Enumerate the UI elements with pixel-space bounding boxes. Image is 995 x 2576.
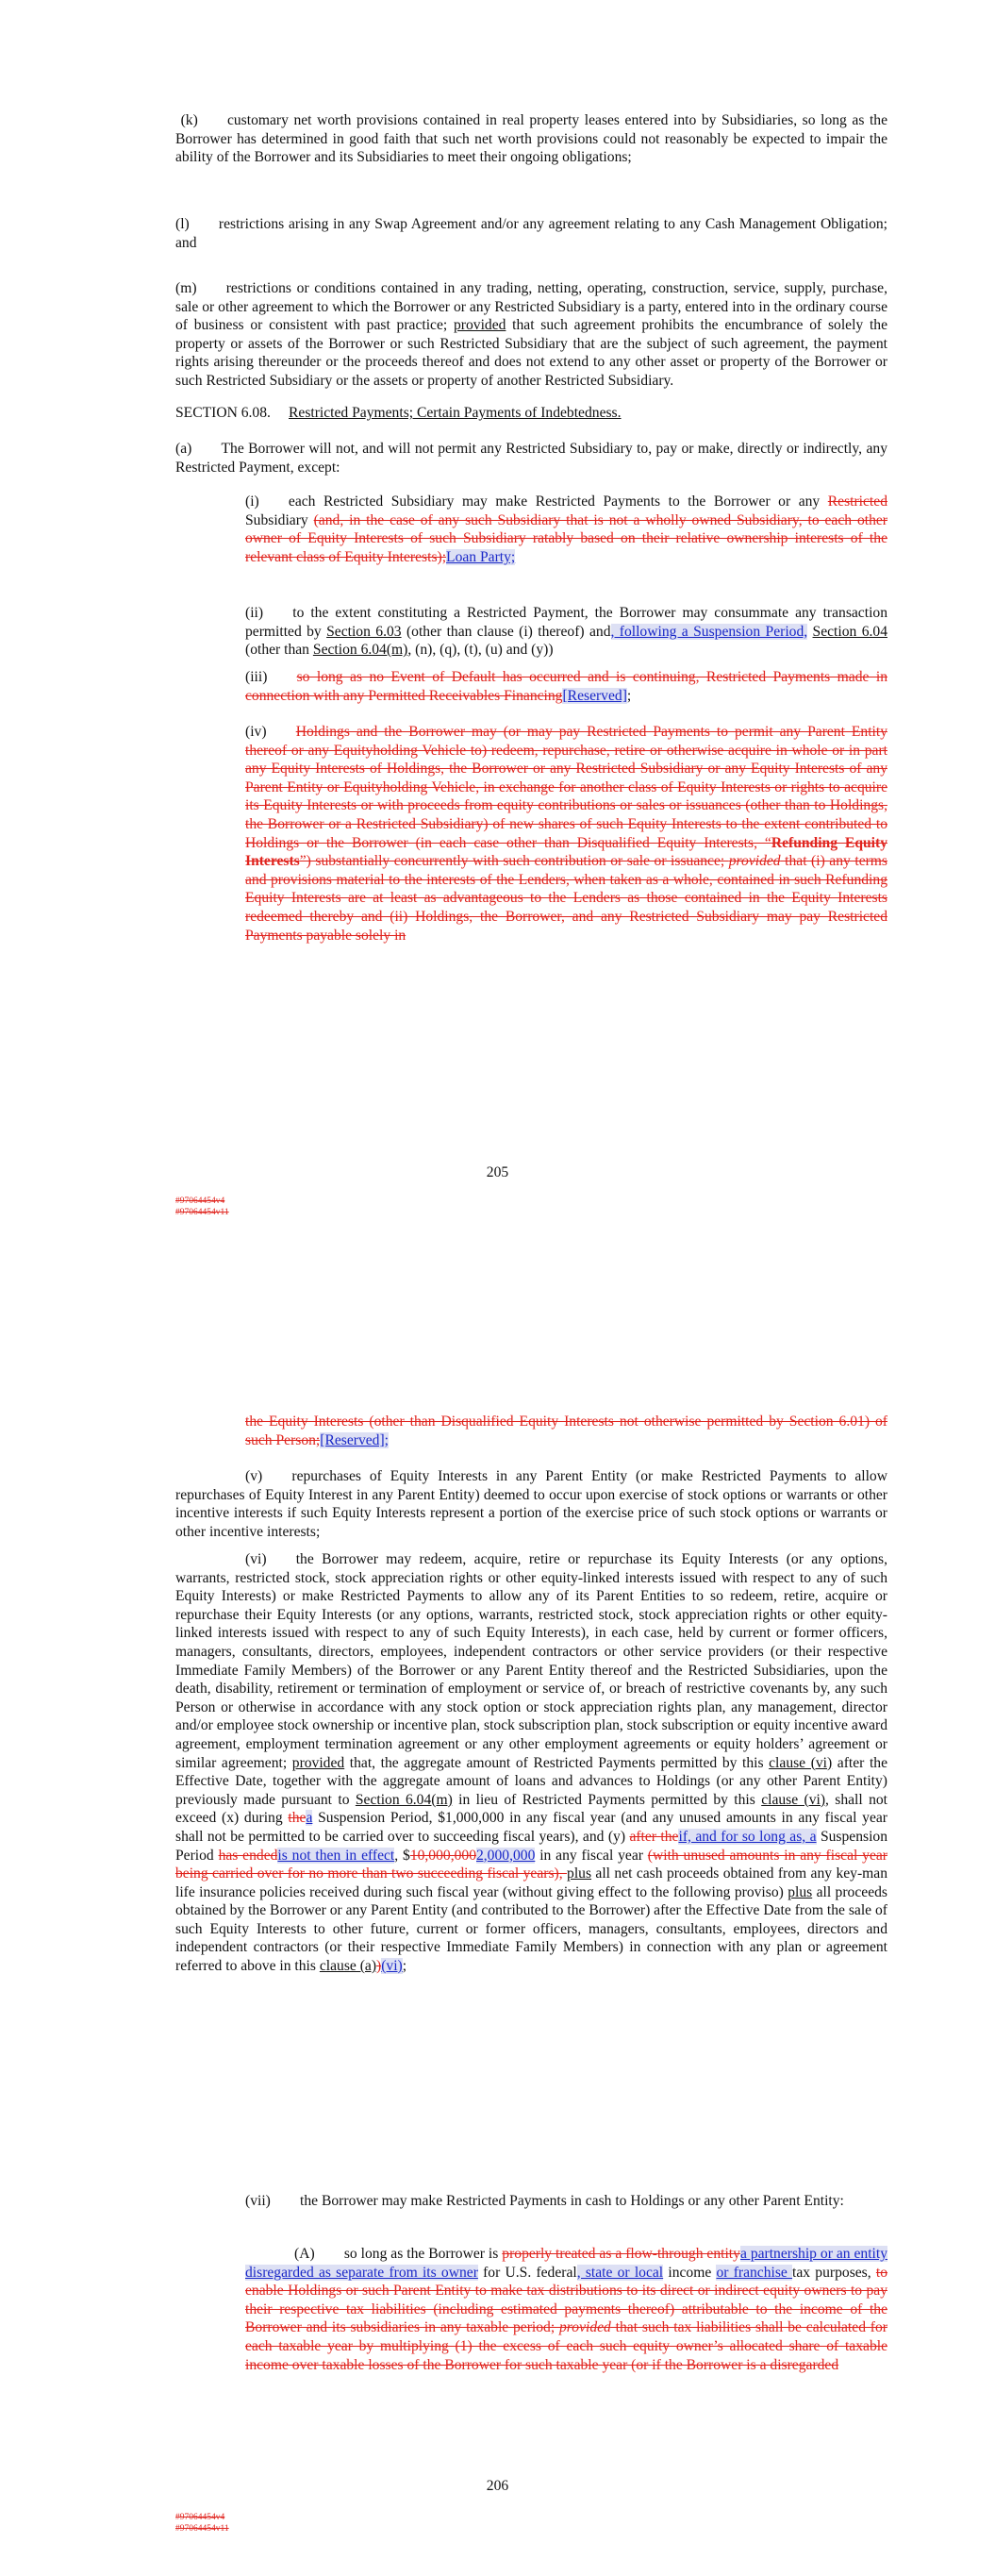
section-label: SECTION 6.08. — [175, 405, 271, 421]
clause-ii — [245, 604, 887, 660]
plus-term: plus — [788, 1883, 813, 1900]
clause-ii-text-c: (other than — [245, 642, 313, 659]
clause-vi-text-k: all proceeds obtained by the Borrower or any Parent Entity (and contributed to the Borrower) after the Effective Date from the sale of such Equity Interests to other future, current or former officers, managers, consultants, employees, directors and independent contractors (or their respective Immediate Family Members) in connection with any plan or agreement referred to above in this — [175, 1883, 887, 1975]
clause-l-text: (l) restrictions arising in any Swap Agreement and/or any agreement relating to any Cash Management Obligation; and — [175, 216, 887, 251]
deletion: has ended — [218, 1847, 278, 1864]
clause-v-text: (v) repurchases of Equity Interests in any Parent Entity (or make Restricted Payments to allow repurchases of Equity Interest in any Parent Entity) deemed to occur upon exercise of stock options or warrants or other incentive interests if such Equity Interests represent a portion of the exercise price of such stock options or warrants or other incentive interests; — [175, 1468, 887, 1540]
clause-A — [245, 2245, 887, 2374]
insertion: (vi) — [381, 1958, 403, 1975]
clause-iv-num: (iv) — [245, 724, 296, 740]
plus-term: plus — [567, 1865, 592, 1882]
clause-ref: clause (vi) — [761, 1791, 826, 1808]
clause-i-text: (i) each Restricted Subsidiary may make Restricted Payments to the Borrower or any — [245, 493, 828, 510]
clause-vi — [175, 1550, 887, 1976]
deletion: 10,000,000 — [409, 1847, 476, 1864]
insertion: Loan Party; — [446, 548, 516, 565]
deletion: (with unused amounts in any fiscal year being carried over for no more than two succeeding fiscal years), — [175, 1847, 887, 1882]
doc-id: #97064454v4 — [175, 2513, 225, 2522]
clause-vi-text-e: , shall not exceed (x) during — [175, 1791, 887, 1827]
deletion: (and, in the case of any such Subsidiary that is not a wholly owned Subsidiary, to each other owner of Equity Interests of such Subsidiary ratably based on their relative ownership interests of the relevant class of Equity Interests); — [245, 511, 887, 565]
deletion: the Equity Interests (other than Disqualified Equity Interests not otherwise permitted by Section 6.01) of such Person; — [245, 1413, 887, 1448]
clause-i-text-b: Subsidiary — [245, 511, 314, 528]
provided-term: provided — [291, 1754, 345, 1771]
provided-term: provided — [728, 853, 781, 870]
clause-vi-text-g: Suspension Period — [175, 1828, 887, 1864]
insertion: , state or local — [576, 2264, 664, 2281]
deletion: that such tax liabilities shall be calculated for each taxable year by multiplying (1) the excess of each such equity owner’s allocated share of taxable income over taxable losses of the Borrower for such taxable year (or if the Borrower is a disregarded — [245, 2319, 887, 2373]
deletion: ”) substantially concurrently with such contribution or sale or issuance; — [299, 853, 729, 870]
clause-vi-text: (vi) the Borrower may redeem, acquire, retire or repurchase its Equity Interests (or any options, warrants, restricted stock, stock appreciation rights or other equity-linked interests issued with respect to any of such Equity Interests) or make Restricted Payments to allow any of its Parent Entities to so redeem, retire, acquire or repurchase their Equity Interests (or any options, warrants, restricted stock, stock appreciation rights or other equity-linked interests issued with respect to any of such Equity Interests), in each case, held by current or former officers, managers, consultants, directors, employees, independent contractors or other service providers (or their respective Immediate Family Members) of the Borrower or any Parent Entity thereof and the Restricted Subsidiaries, upon the death, disability, retirement or termination of employment or service of, or breach of restrictive covenants by, any such Person or otherwise in accordance with any stock option or stock appreciation rights plan, any management, director and/or employee stock ownership or incentive plan, stock subscription plan, stock subscription or equity incentive award agreement, employment termination agreement or any other employment agreements or equity holders’ agreement or similar agreement; — [175, 1551, 887, 1771]
insertion: a partnership or an entity disregarded as separate from its owner — [245, 2246, 888, 2281]
clause-A-text-c: income — [663, 2264, 717, 2281]
doc-id: #97064454v11 — [175, 1208, 229, 1217]
clause-A-text-d: tax purposes, — [792, 2264, 876, 2281]
clause-vii-text: (vii) the Borrower may make Restricted Payments in cash to Holdings or any other Parent Entity: — [245, 2193, 844, 2209]
clause-A-text-b: for U.S. federal — [477, 2264, 577, 2281]
clause-iv — [245, 723, 887, 945]
insertion: or franchise — [716, 2264, 793, 2281]
defined-term: Refunding Equity Interests — [245, 834, 887, 870]
page-number: 206 — [486, 2478, 509, 2494]
doc-id: #97064454v11 — [175, 2524, 229, 2534]
deletion: so long as no Event of Default has occurred and is continuing, Restricted Payments made in connection with any Permitted Receivables Financing — [245, 669, 887, 704]
clause-m-text-a: (m) restrictions or conditions contained in any trading, netting, operating, construction, service, supply, purchase, sale or other agreement to which the Borrower or any Restricted Subsidiary is a party, entered into in the ordinary course of business or consistent with past practice; — [175, 280, 887, 334]
clause-vi-text-h: , $ — [394, 1847, 410, 1864]
clause-k-text: (k) customary net worth provisions contained in real property leases entered into by Subsidiaries, so long as the Borrower has determined in good faith that such net worth provisions could not reasonably be expected to impair the ability of the Borrower and its Subsidiaries to meet their ongoing obligations; — [175, 112, 888, 166]
clause-vi-text-c: after the Effective Date, together with the aggregate amount of loans and advances to Holdings (or any other Parent Entity) previously made pursuant to — [175, 1754, 888, 1808]
deletion: ) — [376, 1958, 382, 1975]
clause-vi-text-b: that, the aggregate amount of Restricted Payments permitted by this — [344, 1754, 770, 1771]
deletion: the — [288, 1810, 307, 1827]
insertion: a — [306, 1810, 313, 1827]
section-ref: Section 6.03 — [326, 623, 402, 640]
clause-m-text-b: that such agreement prohibits the encumbrance of solely the property or assets of the Borrower or such Restricted Subsidiary that are the subject of such agreement, the payment rights arising thereunder or the proceeds thereof and does not extend to any other asset or property of the Borrower or such Restricted Subsidiary or the assets or property of another Restricted Subsidiary. — [175, 317, 887, 389]
clause-v — [175, 1467, 887, 1541]
punct: ; — [626, 687, 632, 704]
clause-vi-text-i: in any fiscal year — [535, 1847, 648, 1864]
clause-ii-text-d: , (n), (q), (t), (u) and (y)) — [407, 642, 554, 659]
clause-A-text: (A) so long as the Borrower is — [294, 2246, 503, 2262]
clause-vii — [175, 2192, 887, 2211]
section-ref: Section 6.04(m) — [312, 642, 408, 659]
deletion: to enable Holdings or such Parent Entity to make tax distributions to its direct or indirect equity owners to pay their respective tax liabilities (including estimated payments thereof) attributable to the income of the Borrower and its subsidiaries in any taxable period; — [245, 2264, 888, 2336]
clause-ii-text: (ii) to the extent constituting a Restricted Payment, the Borrower may consummate any transaction permitted by — [245, 605, 887, 640]
insertion: [Reserved] — [562, 687, 627, 704]
insertion: if, and for so long as, a — [678, 1828, 817, 1845]
section-title: Restricted Payments; Certain Payments of Indebtedness. — [289, 405, 622, 421]
insertion: , following a Suspension Period, — [610, 623, 808, 640]
deletion: Restricted — [827, 493, 887, 510]
deletion: after the — [629, 1828, 679, 1845]
clause-vi-text-f: Suspension Period, $1,000,000 in any fiscal year (and any unused amounts in any fiscal year shall not be permitted to be carried over to succeeding fiscal years), and (y) — [175, 1810, 887, 1845]
clause-iv-continued — [245, 1413, 887, 1449]
page-number: 205 — [486, 1164, 509, 1180]
clause-vi-text-j: all net cash proceeds obtained from any key-man life insurance policies received during such fiscal year (without giving effect to the following proviso) — [175, 1865, 887, 1900]
provided-term: provided — [453, 317, 506, 334]
deletion: that (i) any terms and provisions material to the interests of the Lenders, when taken as a whole, contained in such Refunding Equity Interests are at least as advantageous to the Lenders as those contained in the Equity Interests redeemed thereby and (ii) Holdings, the Borrower, and any Restricted Subsidiary may pay Restricted Payments payable solely in — [245, 853, 888, 944]
doc-id: #97064454v4 — [175, 1196, 225, 1206]
insertion: 2,000,000 — [475, 1847, 536, 1864]
section-ref: Section 6.04 — [812, 623, 887, 640]
clause-k — [175, 111, 887, 167]
insertion: is not then in effect — [277, 1847, 395, 1864]
clause-ref: clause (a) — [319, 1958, 377, 1975]
clause-iii — [245, 668, 887, 705]
clause-m — [175, 279, 887, 391]
punct: ; — [402, 1958, 407, 1975]
clause-a — [175, 440, 887, 477]
clause-iii-num: (iii) — [245, 669, 297, 685]
deletion: properly treated as a flow-through entity — [502, 2246, 740, 2262]
section-heading — [175, 404, 887, 423]
clause-a-text: (a) The Borrower will not, and will not permit any Restricted Subsidiary to, pay or make, directly or indirectly, any Restricted Payment, except: — [175, 441, 887, 476]
clause-ii-text-b: (other than clause (i) thereof) and — [401, 623, 611, 640]
provided-term: provided — [559, 2319, 611, 2336]
clause-ref: clause (vi) — [769, 1754, 833, 1771]
insertion: [Reserved]; — [320, 1431, 390, 1448]
section-ref: Section 6.04(m) — [355, 1791, 453, 1808]
deletion: Holdings and the Borrower may (or may pay Restricted Payments to permit any Parent Entity thereof or any Equityholding Vehicle to) redeem, repurchase, retire or otherwise acquire in whole or in part any Equity Interests of Holdings, the Borrower or any Restricted Subsidiary or any Equity Interests of any Parent Entity or Equityholding Vehicle, in exchange for another class of Equity Interests or rights to acquire its Equity Interests or with proceeds from equity contributions or sales or issuances (other than to Holdings, the Borrower or a Restricted Subsidiary) of new shares of such Equity Interests to the extent contributed to Holdings or the Borrower (in each case other than Disqualified Equity Interests, “ — [245, 724, 887, 851]
clause-l — [175, 215, 887, 252]
clause-vi-text-d: in lieu of Restricted Payments permitted by this — [452, 1791, 762, 1808]
page-205 — [0, 0, 995, 1246]
clause-i — [245, 493, 887, 566]
page-206 — [0, 1363, 995, 2576]
